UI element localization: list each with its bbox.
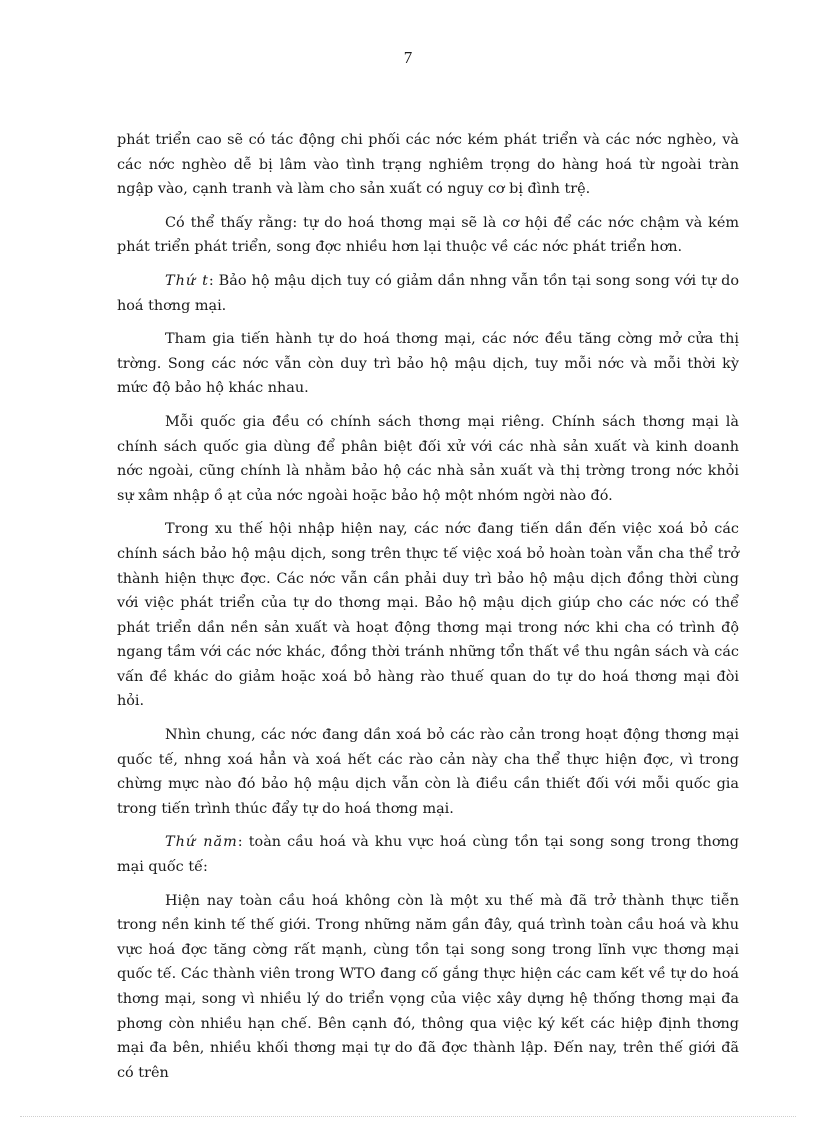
paragraph-text: : toàn cầu hoá và khu vực hoá cùng tồn tại song song trong thơng mại quốc tế:	[117, 834, 740, 876]
paragraph-text: Mỗi quốc gia đều có chính sách thơng mại riêng. Chính sách thơng mại là chính sách quốc gia dùng để phân biệt đối xử với các nhà sản xuất và kinh doanh nớc ngoài, cũng chính là nhằm bảo hộ các nhà sản xuất và thị trờng trong nớc khỏi sự xâm nhập ồ ạt của nớc ngoài hoặc bảo hộ một nhóm ngời nào đó.	[117, 413, 739, 504]
paragraph	[117, 327, 739, 401]
paragraph-text: Nhìn chung, các nớc đang dần xoá bỏ các rào cản trong hoạt động thơng mại quốc tế, nhng xoá hẳn và xoá hết các rào cản này cha thể thực hiện đợc, vì trong chừng mực nào đó bảo hộ mậu dịch vẫn còn là điều cần thiết đối với mỗi quốc gia trong tiến trình thúc đẩy tự do hoá thơng mại.	[117, 727, 739, 817]
section-paragraph-thu-nam	[117, 830, 739, 879]
paragraph-text: : Bảo hộ mậu dịch tuy có giảm dần nhng vẫn tồn tại song song với tự do hoá thơng mại.	[117, 272, 739, 314]
paragraph	[117, 211, 739, 260]
page-number: 7	[403, 48, 413, 67]
paragraph	[117, 723, 739, 821]
paragraph-text: phát triển cao sẽ có tác động chi phối các nớc kém phát triển và các nớc nghèo, và các nớc nghèo dễ bị lâm vào tình trạng nghiêm trọng do hàng hoá từ ngoài tràn ngập vào, cạnh tranh và làm cho sản xuất có nguy cơ bị đình trệ.	[117, 132, 739, 198]
document-body	[117, 128, 739, 1094]
paragraph-text: Có thể thấy rằng: tự do hoá thơng mại sẽ là cơ hội để các nớc chậm và kém phát triển phát triển, song đợc nhiều hơn lại thuộc về các nớc phát triển hơn.	[117, 214, 739, 256]
paragraph-text: Trong xu thế hội nhập hiện nay, các nớc đang tiến dần đến việc xoá bỏ các chính sách bảo hộ mậu dịch, song trên thực tế việc xoá bỏ hoàn toàn vẫn cha thể trở thành hiện thực đợc. Các nớc vẫn cần phải duy trì bảo hộ mậu dịch đồng thời cùng với việc phát triển của tự do thơng mại. Bảo hộ mậu dịch giúp cho các nớc có thể phát triển dần nền sản xuất và hoạt động thơng mại trong nớc khi cha có trình độ ngang tầm với các nớc khác, đồng thời tránh những tổn thất về thu ngân sách và các vấn đề khác do giảm hoặc xoá bỏ hàng rào thuế quan do tự do hoá thơng mại đòi hỏi.	[117, 521, 739, 710]
paragraph	[117, 889, 739, 1086]
section-paragraph-thu-tu	[117, 269, 739, 318]
section-lead-label: Thứ năm	[165, 834, 238, 851]
paragraph	[117, 517, 739, 714]
footer-divider	[20, 1116, 796, 1117]
paragraph-text: Hiện nay toàn cầu hoá không còn là một xu thế mà đã trở thành thực tiễn trong nền kinh tế thế giới. Trong những năm gần đây, quá trình toàn cầu hoá và khu vực hoá đợc tăng cờng rất mạnh, cùng tồn tại song song trong lĩnh vực thơng mại quốc tế. Các thành viên trong WTO đang cố gắng thực hiện các cam kết về tự do hoá thơng mại, song vì nhiều lý do triển vọng của việc xây dựng hệ thống thơng mại đa phơng còn nhiều hạn chế. Bên cạnh đó, thông qua việc ký kết các hiệp định thơng mại đa bên, nhiều khối thơng mại tự do đã đợc thành lập. Đến nay, trên thế giới đã có trên	[117, 892, 739, 1081]
paragraph-text: Tham gia tiến hành tự do hoá thơng mại, các nớc đều tăng cờng mở cửa thị trờng. Song các nớc vẫn còn duy trì bảo hộ mậu dịch, tuy mỗi nớc và mỗi thời kỳ mức độ bảo hộ khác nhau.	[117, 331, 739, 397]
paragraph-continuation	[117, 128, 739, 202]
paragraph	[117, 410, 739, 508]
section-lead-label: Thứ t	[165, 272, 209, 289]
